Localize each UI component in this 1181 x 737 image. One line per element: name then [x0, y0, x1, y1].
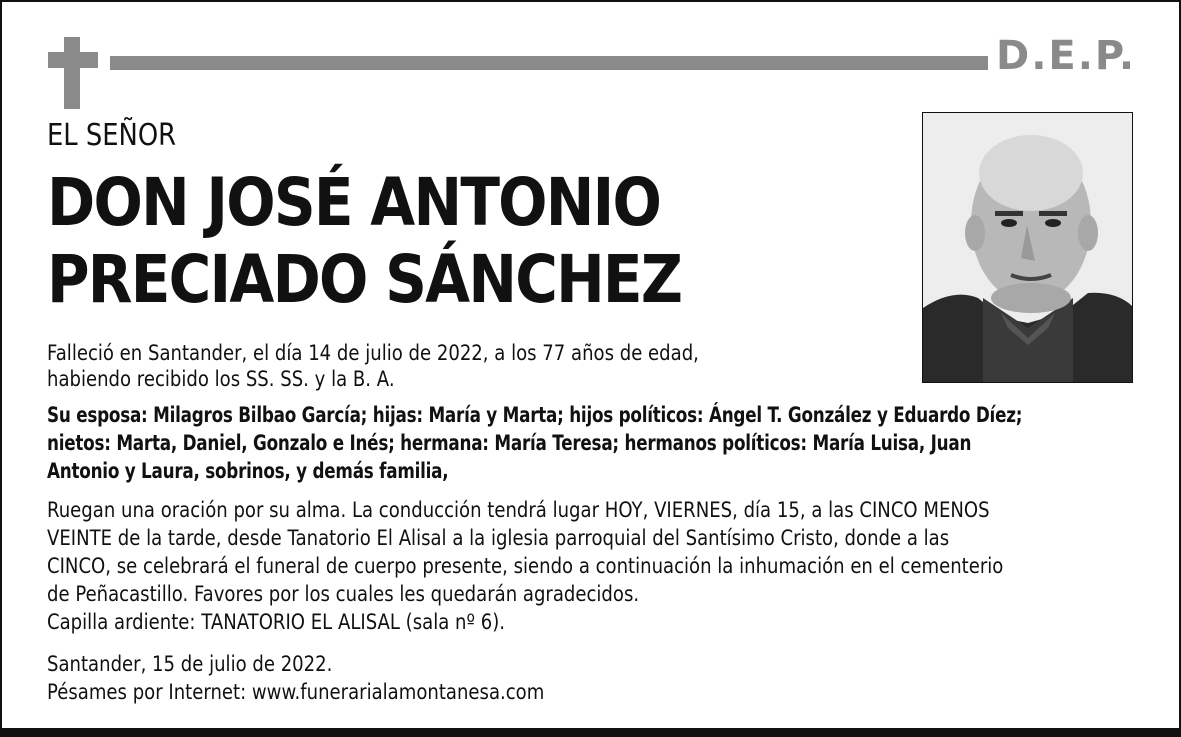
family-line1: Su esposa: Milagros Bilbao García; hijas: María y Marta; hijos políticos: Ángel T. González y Eduardo Díez;: [47, 403, 1023, 427]
chapel-line: Capilla ardiente: TANATORIO EL ALISAL (sala nº 6).: [47, 610, 505, 634]
intro-title: EL SEÑOR: [47, 118, 177, 153]
death-line1: Falleció en Santander, el día 14 de julio de 2022, a los 77 años de edad,: [47, 341, 699, 365]
header-rule: [110, 56, 988, 70]
bottom-border: [0, 728, 1181, 737]
deceased-name-line1: DON JOSÉ ANTONIO: [47, 164, 661, 241]
portrait-image: [923, 113, 1133, 383]
deceased-name-line2: PRECIADO SÁNCHEZ: [47, 241, 682, 318]
condolences-line: Pésames por Internet: www.funerarialamontanesa.com: [47, 680, 545, 704]
ceremony-line1: Ruegan una oración por su alma. La conducción tendrá lugar HOY, VIERNES, día 15, a las CINCO MENOS: [47, 498, 990, 522]
cross-icon: [64, 37, 80, 109]
place-date: Santander, 15 de julio de 2022.: [47, 652, 333, 676]
family-line2: nietos: Marta, Daniel, Gonzalo e Inés; hermana: María Teresa; hermanos políticos: María Luisa, Juan: [47, 431, 972, 455]
dep-label: D.E.P.: [996, 33, 1137, 79]
ceremony-line2: VEINTE de la tarde, desde Tanatorio El Alisal a la iglesia parroquial del Santísimo Cristo, donde a las: [47, 526, 950, 550]
cross-icon-bar: [48, 52, 98, 68]
death-line2: habiendo recibido los SS. SS. y la B. A.: [47, 367, 395, 391]
ceremony-line4: de Peñacastillo. Favores por los cuales les quedarán agradecidos.: [47, 582, 640, 606]
ceremony-line3: CINCO, se celebrará el funeral de cuerpo presente, siendo a continuación la inhumación en el cementerio: [47, 554, 1004, 578]
family-line3: Antonio y Laura, sobrinos, y demás familia,: [47, 459, 449, 483]
portrait-photo: [922, 112, 1133, 383]
